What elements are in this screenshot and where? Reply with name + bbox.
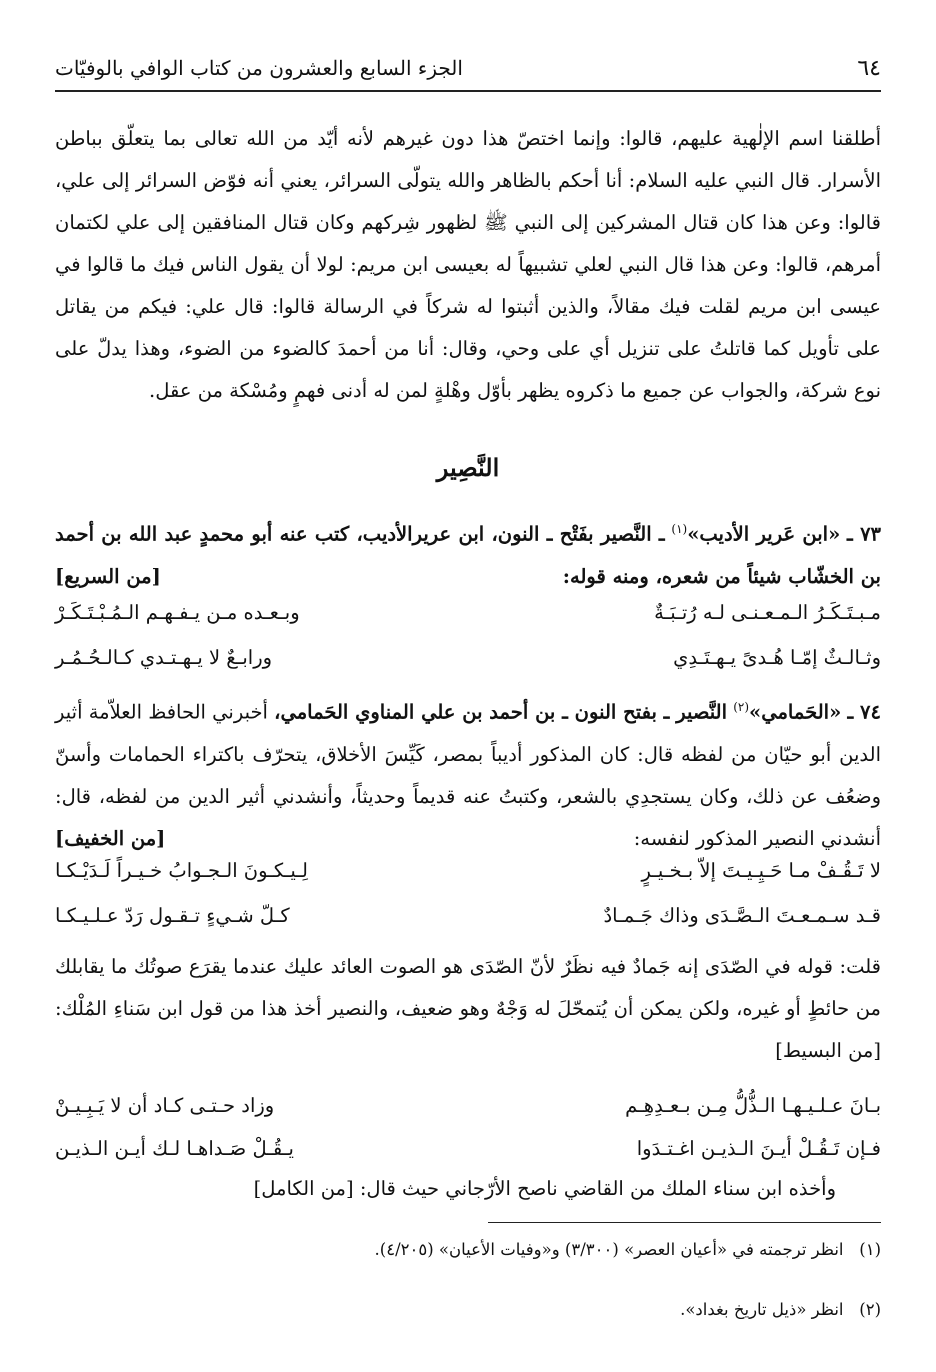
verse-73-2 [55, 637, 881, 677]
intro-paragraph [55, 118, 881, 412]
footnote-mark: (٢) [859, 1300, 881, 1319]
footnote-1 [55, 1236, 881, 1264]
footnote-2 [55, 1296, 881, 1324]
hemistich: وزاد حـتـى كـاد أن لا يَـبِـيـنْ [55, 1093, 275, 1117]
entry-74 [55, 686, 881, 860]
hemistich: فـإن تَـقُـلْ أيـنَ الـذيـن اغـتـدَوا [636, 1136, 881, 1160]
hemistich: وبـعـده مـن يـفـهـم الـمُـبْـتَـكَـرْ [55, 600, 300, 624]
page-number: ٦٤ [857, 55, 881, 81]
hemistich: ورابـعٌ لا يـهـتـدي كـالـحُـمُـر [55, 645, 273, 669]
closing-text: وأخذه ابن سناء الملك من القاضي ناصح الأرّجاني حيث قال: [359, 1177, 836, 1200]
footnote-text: انظر ترجمته في «أعيان العصر» (٣/٣٠٠) و«وفيات الأعيان» (٤/٢٠٥). [374, 1240, 844, 1259]
closing-line [55, 1168, 836, 1210]
section-title: النَّصِير [436, 453, 500, 482]
footnote-ref-1: (١) [671, 522, 688, 536]
hemistich: وثـالـثٌ إمّـا هُـدىً يـهـتَـدِي [673, 645, 881, 669]
commentary-meter: [من البسيط] [775, 1039, 881, 1062]
entry-74-heading: النَّصير ـ بفتح النون ـ بن أحمد بن علي المناوي الحَمامي، [274, 700, 727, 724]
entry-73-number: ٧٣ ـ [847, 522, 882, 546]
footnote-text: انظر «ذيل تاريخ بغداد». [680, 1300, 844, 1319]
entry-73-meter: [من السريع] [55, 564, 161, 588]
hemistich: يـقُـلْ صَـداهـا لـك أيـن الـذيـن [55, 1136, 294, 1160]
entry-74-text: أخبرني الحافظ العلاّمة أثير الدين أبو حيّان من لفظه قال: كان المذكور أديباً بمصر، كَيِّسَ الأخلاق، يتحرّف باكتراء الحمامات وأسنّ وضعُف عن ذلك، وكان يستجدِي بالشعر، وكتبتُ عنه قديماً وحديثاً، وأنشدني أثير الدين من لفظه، قال: أنشدني النصير المذكور لنفسه: [55, 700, 881, 850]
commentary [55, 946, 881, 1072]
verse-74-1 [55, 850, 881, 890]
entry-74-number: ٧٤ ـ [847, 700, 881, 724]
hemistich: مـبـتَـكَـرُ الـمـعـنـى لـه رُتـبَـةٌ [654, 600, 881, 624]
entry-74-name: «الحَمامي» [749, 700, 842, 724]
entry-73 [55, 508, 881, 598]
entry-73-name: «ابن عَرير الأديب» [687, 522, 841, 546]
hemistich: كـلّ شـيءٍ تـقـول رَدّ عـلـيـكـا [55, 903, 290, 927]
verse-73-1 [55, 592, 881, 632]
hemistich: لا تَـقُـفْ مـا حَـيِـيـتَ إلاّ بـخـيـرٍ [641, 858, 881, 882]
entry-74-meter: [من الخفيف] [55, 826, 166, 850]
footnote-ref-2: (٢) [733, 700, 750, 714]
entry-73-text: ـ النَّصير بفَتْح ـ النون، ابن عريرالأديب، كتب عنه أبو محمدٍ عبد الله بن أحمد بن الخشّاب شيئاً من شعره، ومنه قوله: [55, 522, 881, 588]
running-title: الجزء السابع والعشرون من كتاب الوافي بالوفيّات [55, 56, 463, 80]
commentary-text: قلت: قوله في الصّدَى إنه جَمادٌ فيه نظَرٌ لأنّ الصّدَى هو الصوت العائد عليك عندما يقرَع صوتُك ما يقابلك من حائطٍ أو غيره، ولكن يمكن أن يُتمحّلَ له وَجْهٌ وهو ضعيف، والنصير أخذ هذا من قول ابن سَناءِ المُلْك: [55, 955, 881, 1020]
intro-text: أطلقنا اسم الإلٰهية عليهم، قالوا: وإنما اختصّ هذا دون غيرهم لأنه أيّد من الله تعالى بما يتعلّق بباطن الأسرار. قال النبي عليه السلام: أنا أحكم بالظاهر والله يتولّى السرائر، يعني أنه فوّض السرائر إلى علي، قالوا: وعن هذا كان قتال المشركين إلى النبي ﷺ لظهور شِركهم وكان قتال المنافقين إلى علي لكتمان أمرهم، قالوا: وعن هذا قال النبي لعلي تشبيهاً له بعيسى ابن مريم: لولا أن يقول الناس فيك ما قالوا في عيسى ابن مريم لقلت فيك مقالاً، والذين أثبتوا له شركاً في الرسالة قالوا: قال علي: فيكم من يقاتل على تأويل كما قاتلتُ على تنزيل أي على وحي، وقال: أنا من أحمدَ كالضوء من الضوء، وهذا يدلّ على نوع شركة، والجواب عن جميع ما ذكروه يظهر بأوّل وهْلةٍ لمن له أدنى فهمٍ ومُسْكة من عقل. [55, 127, 881, 402]
hemistich: بـانَ عـلـيـهـا الـذُّلُّ مِـن بـعـدِهِـم [625, 1093, 881, 1117]
verse-c-1 [55, 1085, 881, 1125]
verse-c-2 [55, 1128, 881, 1168]
header-rule [55, 90, 881, 92]
running-header [55, 50, 881, 86]
verse-74-2 [55, 895, 881, 935]
hemistich: قـد سـمـعـتَ الـصَّـدَى وذاك جَـمـادٌ [603, 903, 881, 927]
footnote-mark: (١) [859, 1240, 881, 1259]
footnote-rule [488, 1222, 881, 1223]
hemistich: لِـيـكـونَ الـجـوابُ خـيـراً لَـدَيْـكـا [55, 858, 308, 882]
closing-meter: [من الكامل] [253, 1177, 354, 1200]
